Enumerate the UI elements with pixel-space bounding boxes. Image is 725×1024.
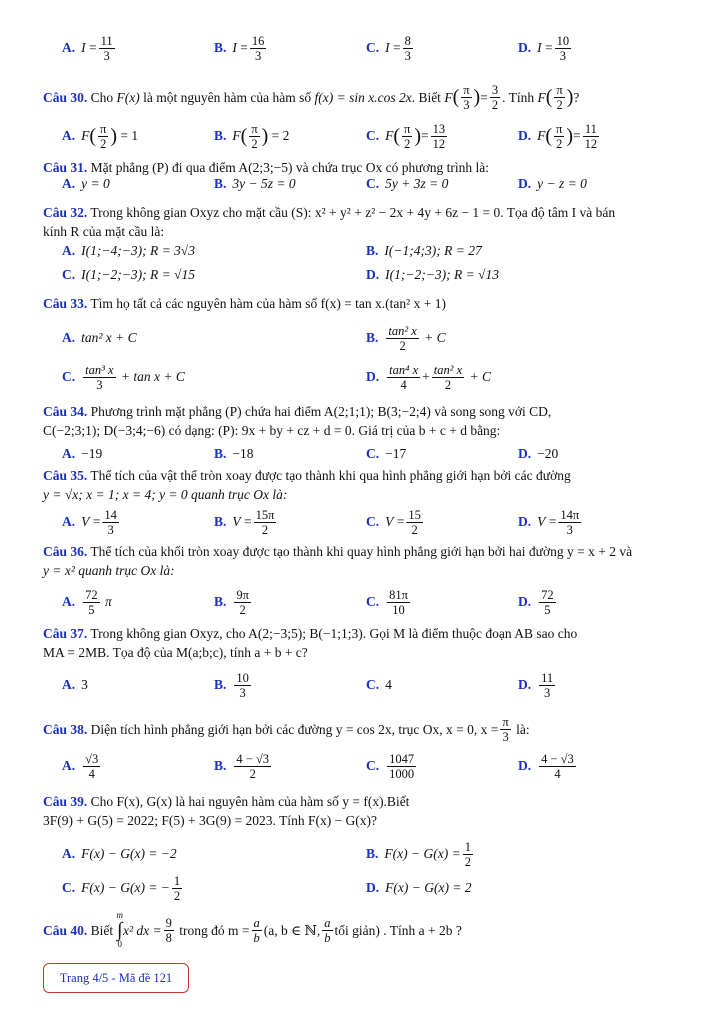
q33-options-cd bbox=[62, 359, 692, 395]
q30-option-a[interactable]: A. F ( π 2 ) = 1 bbox=[62, 121, 139, 151]
q35-stem: Câu 35. Thể tích của vật thể tròn xoay được tạo thành khi qua hình phẳng giới hạn bởi các đường y = √x; x = 1; x = 4; y = 0 quanh trục Ox là: bbox=[43, 468, 571, 502]
q31-option-b[interactable]: B. 3y − 5z = 0 bbox=[214, 176, 296, 191]
q37-option-c[interactable]: C. 4 bbox=[366, 677, 392, 692]
q32-option-b[interactable]: B. I(−1;4;3); R = 27 bbox=[366, 243, 482, 258]
q33-option-b[interactable]: B. tan² x 2 + C bbox=[366, 323, 446, 353]
q31-options bbox=[62, 172, 692, 196]
q38-option-d[interactable]: D. 4 − √3 4 bbox=[518, 751, 574, 781]
q38-option-c[interactable]: C. 1047 1000 bbox=[366, 751, 415, 781]
q32-options-cd bbox=[62, 263, 692, 287]
q37-option-b[interactable]: B. 10 3 bbox=[214, 670, 249, 700]
q40-stem: Câu 40. Biết m ∫ 0 x² dx = $\frac{9}{8}$ trong đó m = $\frac{a}{b}$ (a, b ∈ ℕ, a b tối giản) . Tính a + 2b ? bbox=[43, 910, 462, 949]
q34-option-b[interactable]: B. −18 bbox=[214, 446, 254, 461]
q36-options bbox=[62, 584, 692, 620]
q30-option-b[interactable]: B. F ( π 2 ) = 2 bbox=[214, 121, 290, 151]
q37-options bbox=[62, 667, 692, 703]
q35-options bbox=[62, 504, 692, 540]
q35-option-d[interactable]: D. V = 14π 3 bbox=[518, 507, 580, 537]
q33-options-ab bbox=[62, 320, 692, 356]
q31-stem: Câu 31. Mặt phẳng (P) đi qua điểm A(2;3;−5) và chứa trục Ox có phương trình là: bbox=[43, 160, 489, 175]
q36-option-b[interactable]: B. 9π 2 bbox=[214, 587, 249, 617]
q33-option-c[interactable]: C. tan³ x 3 + tan x + C bbox=[62, 362, 185, 392]
q33-option-d[interactable]: D. tan⁴ x 4 + tan² x 2 + C bbox=[366, 362, 492, 392]
q34-option-c[interactable]: C. −17 bbox=[366, 446, 407, 461]
q29-option-c[interactable]: C. I = 8 3 bbox=[366, 33, 411, 63]
q38-option-b[interactable]: B. 4 − √3 2 bbox=[214, 751, 270, 781]
q39-options-ab bbox=[62, 836, 692, 872]
q36-stem: Câu 36. Thể tích của khối tròn xoay được tạo thành khi quay hình phẳng giới hạn bởi hai đường y = x + 2 và y = x² quanh trục Ox là: bbox=[43, 544, 633, 578]
q29-option-b[interactable]: B. I = 16 3 bbox=[214, 33, 265, 63]
q29-options bbox=[62, 30, 692, 66]
q30-options bbox=[62, 118, 692, 154]
q30-stem: Câu 30. Cho F(x) là một nguyên hàm của hàm số f(x) = sin x.cos 2x . Biết F ( π 3 ) = 3 2 . Tính F ( π 2 ) ? bbox=[43, 82, 580, 112]
q39-option-b[interactable]: B. F(x) − G(x) = $\frac{1}{2}$ bbox=[366, 839, 471, 869]
q33-option-a[interactable]: A. tan² x + C bbox=[62, 330, 137, 345]
q39-option-a[interactable]: A. F(x) − G(x) = −2 bbox=[62, 846, 177, 861]
q36-option-c[interactable]: C. 81π 10 bbox=[366, 587, 408, 617]
q34-stem: Câu 34. Phương trình mặt phẳng (P) chứa hai điểm A(2;1;1); B(3;−2;4) và song song với CD, C(−2;3;1); D(−3;4;−6) có dạng: (P): 9x + by + cz + d = 0. Giá trị của b + c + d bằng: bbox=[43, 404, 552, 438]
q32-stem: Câu 32. Trong không gian Oxyz cho mặt cầu (S): x² + y² + z² − 2x + 4y + 6z − 1 = 0. Tọa độ tâm I và bán kính R của mặt cầu là: bbox=[43, 205, 616, 239]
q32-option-d[interactable]: D. I(1;−2;−3); R = √13 bbox=[366, 267, 499, 282]
q29-option-d[interactable]: D. I = 10 3 bbox=[518, 33, 570, 63]
q32-options-ab bbox=[62, 239, 692, 263]
q37-option-a[interactable]: A. 3 bbox=[62, 677, 88, 692]
page-footer: Trang 4/5 - Mã đề 121 bbox=[43, 963, 189, 993]
q33-stem: Câu 33. Tìm họ tất cả các nguyên hàm của hàm số f(x) = tan x.(tan² x + 1) bbox=[43, 296, 446, 311]
q36-option-a[interactable]: A. 72 5 π bbox=[62, 587, 112, 617]
q36-option-d[interactable]: D. 72 5 bbox=[518, 587, 554, 617]
q30-option-d[interactable]: D. F ( π 2 ) = 11 12 bbox=[518, 121, 598, 151]
q31-option-c[interactable]: C. 5y + 3z = 0 bbox=[366, 176, 449, 191]
q39-option-c[interactable]: C. F(x) − G(x) = − $\frac{1}{2}$ bbox=[62, 873, 181, 903]
q39-stem: Câu 39. Cho F(x), G(x) là hai nguyên hàm của hàm số y = f(x).Biết 3F(9) + G(5) = 2022; F(5) + 3G(9) = 2023. Tính F(x) − G(x)? bbox=[43, 794, 410, 828]
q35-option-a[interactable]: A. V = 14 3 bbox=[62, 507, 117, 537]
q37-option-d[interactable]: D. 11 3 bbox=[518, 670, 554, 700]
q37-stem: Câu 37. Trong không gian Oxyz, cho A(2;−3;5); B(−1;1;3). Gọi M là điểm thuộc đoạn AB sao cho MA = 2MB. Tọa độ của M(a;b;c), tính a + b + c? bbox=[43, 626, 578, 660]
q39-options-cd bbox=[62, 870, 692, 906]
q32-option-c[interactable]: C. I(1;−2;−3); R = √15 bbox=[62, 267, 195, 282]
q39-option-d[interactable]: D. F(x) − G(x) = 2 bbox=[366, 880, 472, 895]
q38-option-a[interactable]: A. √3 4 bbox=[62, 751, 99, 781]
q34-option-d[interactable]: D. −20 bbox=[518, 446, 559, 461]
integral-sign: m ∫ 0 bbox=[116, 910, 124, 949]
q35-option-b[interactable]: B. V = 15π 2 bbox=[214, 507, 275, 537]
q38-stem: Câu 38. Diện tích hình phẳng giới hạn bởi các đường y = cos 2x, trục Ox, x = 0, x = $\frac{\pi}{3}$ là: bbox=[43, 714, 530, 744]
q32-option-a[interactable]: A. I(1;−4;−3); R = 3√3 bbox=[62, 243, 195, 258]
q31-option-d[interactable]: D. y − z = 0 bbox=[518, 176, 587, 191]
q31-option-a[interactable]: A. y = 0 bbox=[62, 176, 110, 191]
q38-options bbox=[62, 748, 692, 784]
q35-option-c[interactable]: C. V = 15 2 bbox=[366, 507, 421, 537]
q30-option-c[interactable]: C. F ( π 2 ) = 13 12 bbox=[366, 121, 446, 151]
q34-options bbox=[62, 443, 692, 465]
q34-option-a[interactable]: A. −19 bbox=[62, 446, 103, 461]
q29-option-a[interactable]: A. I = 11 3 bbox=[62, 33, 113, 63]
